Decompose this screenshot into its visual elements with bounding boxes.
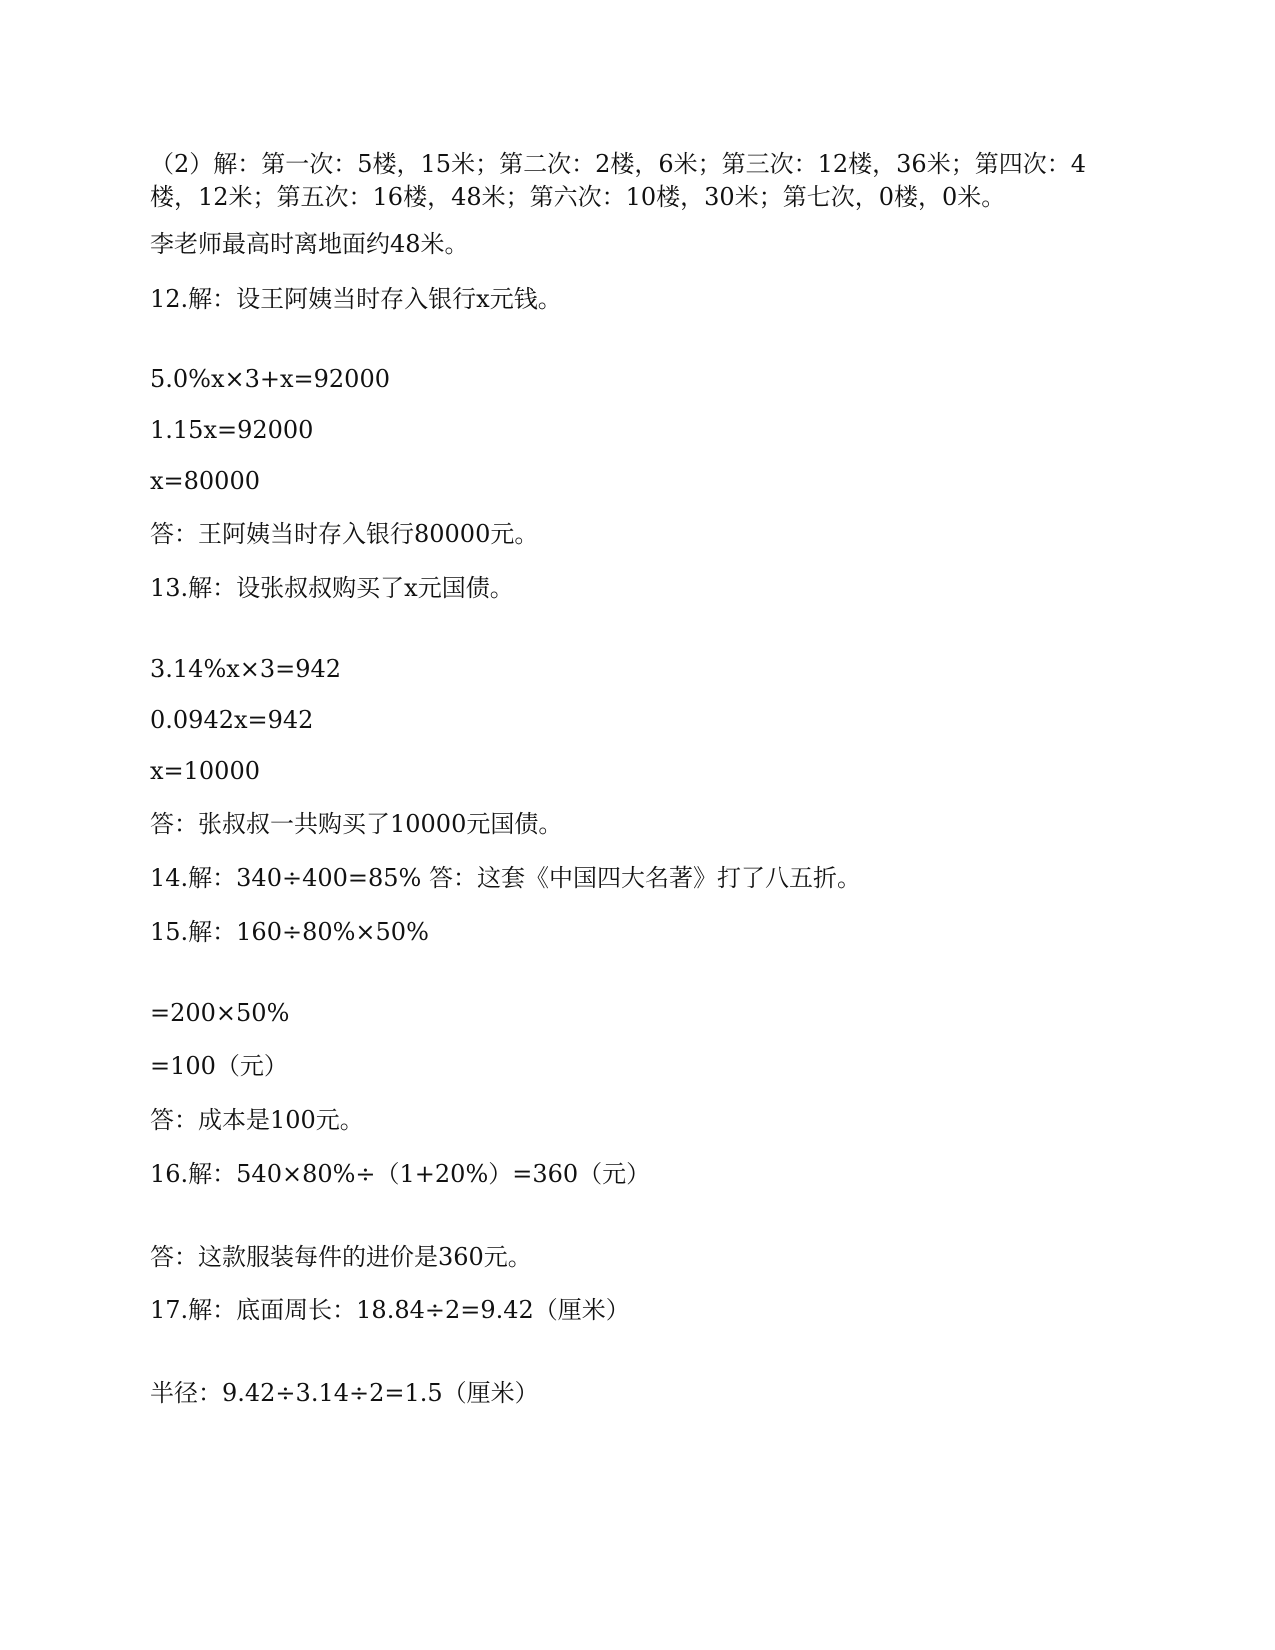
answer-16-setup: 16.解：540×80%÷（1+20%）=360（元） (150, 1160, 651, 1188)
answer-12-equation: 5.0%x×3+x=92000 (150, 365, 390, 393)
answer-15-step: =200×50% (150, 999, 290, 1027)
answer-17-circumference: 17.解：底面周长：18.84÷2=9.42（厘米） (150, 1296, 630, 1324)
answer-12-conclusion: 答：王阿姨当时存入银行80000元。 (150, 520, 539, 548)
answer-17-radius: 半径：9.42÷3.14÷2=1.5（厘米） (150, 1379, 539, 1407)
answer-13-result: x=10000 (150, 757, 260, 785)
answer-12-result: x=80000 (150, 467, 260, 495)
answer-12-setup: 12.解：设王阿姨当时存入银行x元钱。 (150, 285, 562, 313)
answer-15-conclusion: 答：成本是100元。 (150, 1106, 364, 1134)
answer-15-setup: 15.解：160÷80%×50% (150, 918, 429, 946)
answer-13-step: 0.0942x=942 (150, 706, 314, 734)
answer-15-result: =100（元） (150, 1052, 288, 1080)
answer-13-setup: 13.解：设张叔叔购买了x元国债。 (150, 574, 514, 602)
answer-13-equation: 3.14%x×3=942 (150, 655, 342, 683)
answer-16-conclusion: 答：这款服装每件的进价是360元。 (150, 1243, 532, 1271)
answer-14: 14.解：340÷400=85% 答：这套《中国四大名著》打了八五折。 (150, 864, 861, 892)
answer-11-conclusion: 李老师最高时离地面约48米。 (150, 230, 469, 258)
answer-11-part-2: （2）解：第一次：5楼，15米；第二次：2楼，6米；第三次：12楼，36米；第四次：4楼，12米；第五次：16楼，48米；第六次：10楼，30米；第七次，0楼，0米。 (150, 150, 1086, 211)
answer-13-conclusion: 答：张叔叔一共购买了10000元国债。 (150, 810, 563, 838)
answer-12-step: 1.15x=92000 (150, 416, 314, 444)
